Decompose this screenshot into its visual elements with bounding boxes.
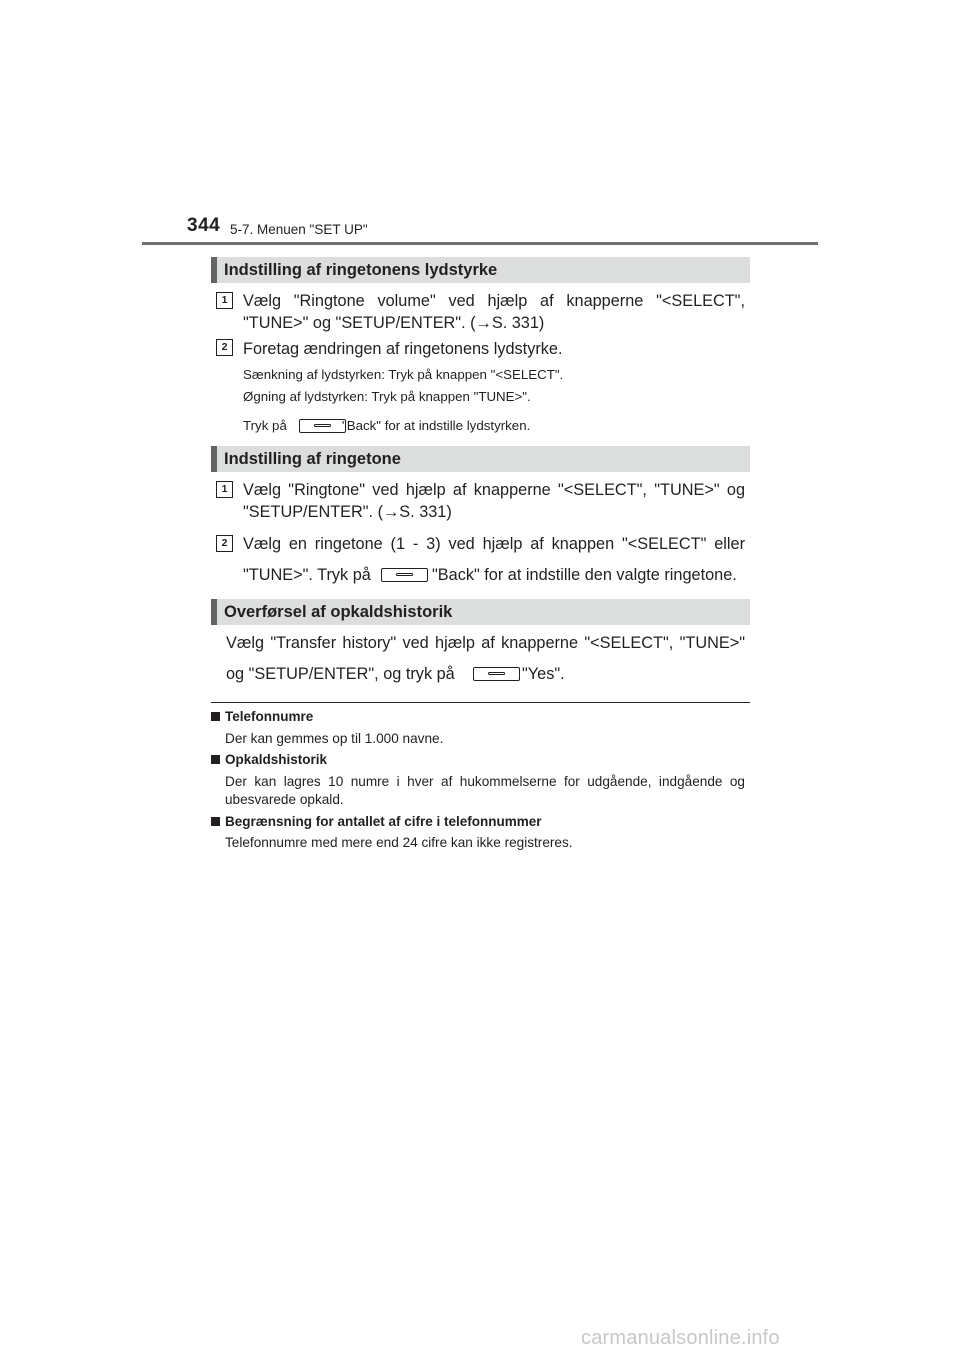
back-button-icon [381, 568, 428, 582]
step-text-line: "Yes". [522, 665, 565, 683]
section-heading-ringtone: Indstilling af ringetone [211, 446, 750, 472]
step-text-line: "SETUP/ENTER". (→S. 331) [243, 503, 452, 521]
section-heading-ringtone-volume: Indstilling af ringetonens lydstyrke [211, 257, 750, 283]
note-decrease-volume: Sænkning af lydstyrken: Tryk på knappen "<SELECT". [243, 367, 564, 382]
chapter-title: 5-7. Menuen "SET UP" [230, 222, 368, 237]
step-text-line: Foretag ændringen af ringetonens lydstyrke. [243, 340, 563, 358]
square-bullet-icon [211, 755, 220, 764]
square-bullet-icon [211, 712, 220, 721]
section-heading-transfer-history: Overførsel af opkaldshistorik [211, 599, 750, 625]
step-badge-2: 2 [216, 339, 233, 356]
step-text-line: Vælg en ringetone (1 - 3) ved hjælp af knappen "<SELECT" eller [243, 535, 745, 553]
info-text: Der kan gemmes op til 1.000 navne. [225, 731, 444, 746]
step-text-line: "Back" for at indstille den valgte ringetone. [432, 566, 737, 584]
back-button-icon [299, 419, 346, 433]
note-back-suffix: "Back" for at indstille lydstyrken. [342, 418, 531, 433]
info-title-digit-limit: Begrænsning for antallet af cifre i telefonnummer [211, 814, 542, 829]
info-divider [211, 702, 750, 703]
step-text-line: "TUNE>". Tryk på [243, 566, 371, 584]
info-text: Telefonnumre med mere end 24 cifre kan ikke registreres. [225, 835, 573, 850]
note-increase-volume: Øgning af lydstyrken: Tryk på knappen "TUNE>". [243, 389, 531, 404]
info-text: Der kan lagres 10 numre i hver af hukommelserne for udgående, indgående og ubesvarede opkald. [225, 774, 745, 807]
step-text-line: Vælg "Ringtone" ved hjælp af knapperne "<SELECT", "TUNE>" og [243, 481, 745, 499]
step-text-line: "TUNE>" og "SETUP/ENTER". (→S. 331) [243, 314, 545, 332]
yes-button-icon [473, 667, 520, 681]
step-badge-2: 2 [216, 535, 233, 552]
info-title-phone-numbers: Telefonnumre [211, 709, 313, 724]
step-badge-1: 1 [216, 292, 233, 309]
step-text-line: og "SETUP/ENTER", og tryk på [226, 665, 455, 683]
step-badge-1: 1 [216, 481, 233, 498]
page-number: 344 [187, 215, 221, 236]
watermark: carmanualsonline.info [581, 1327, 780, 1349]
step-text-line: Vælg "Transfer history" ved hjælp af knapperne "<SELECT", "TUNE>" [226, 634, 745, 652]
info-title-call-history: Opkaldshistorik [211, 752, 327, 767]
square-bullet-icon [211, 817, 220, 826]
note-back-prefix: Tryk på [243, 418, 287, 433]
step-text-line: Vælg "Ringtone volume" ved hjælp af knapperne "<SELECT", [243, 292, 745, 310]
header-divider [142, 242, 818, 245]
